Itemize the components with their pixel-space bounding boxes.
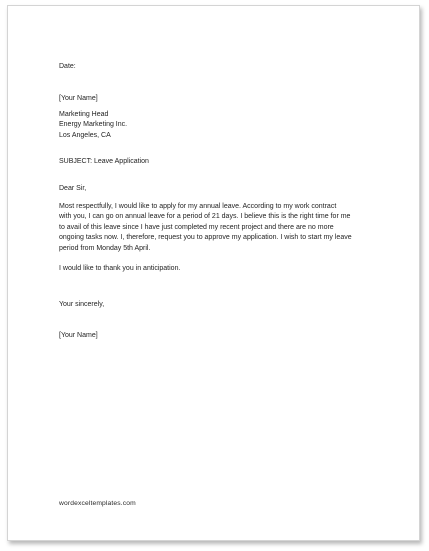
thanks-paragraph: [59, 264, 369, 274]
body-line: Most respectfully, I would like to apply for my annual leave. According to my work contract: [59, 203, 337, 210]
sender-block: [59, 94, 369, 104]
closing-text: Your sincerely,: [59, 301, 105, 308]
body-line: with you, I can go on annual leave for a period of 21 days. I believe this is the right time for me: [59, 213, 351, 221]
date-label: Date:: [59, 63, 76, 70]
body-line: ongoing tasks now. I, therefore, request you to approve my application. I wish to start my leave: [59, 234, 352, 242]
sender-name: [Your Name]: [59, 95, 98, 102]
recipient-title: Marketing Head: [59, 111, 109, 118]
thanks-text: I would like to thank you in anticipation.: [59, 265, 181, 272]
salutation: [59, 184, 369, 194]
signature-name: [Your Name]: [59, 332, 98, 339]
recipient-address: [59, 110, 369, 141]
subject-line: [59, 157, 369, 167]
body-paragraph: [59, 202, 369, 254]
salutation-text: Dear Sir,: [59, 185, 87, 192]
closing: [59, 300, 369, 310]
body-line: to avail of this leave since I have just completed my recent project and there are no more: [59, 223, 334, 231]
body-line: period from Monday 5th April.: [59, 244, 151, 252]
recipient-city: Los Angeles, CA: [59, 131, 111, 139]
subject-text: SUBJECT: Leave Application: [59, 158, 149, 165]
footer-website: wordexceltemplates.com: [59, 500, 136, 507]
recipient-company: Energy Marketing Inc.: [59, 121, 128, 129]
signature-block: [59, 331, 369, 341]
document-page: [7, 5, 420, 541]
date-line: [59, 62, 369, 72]
